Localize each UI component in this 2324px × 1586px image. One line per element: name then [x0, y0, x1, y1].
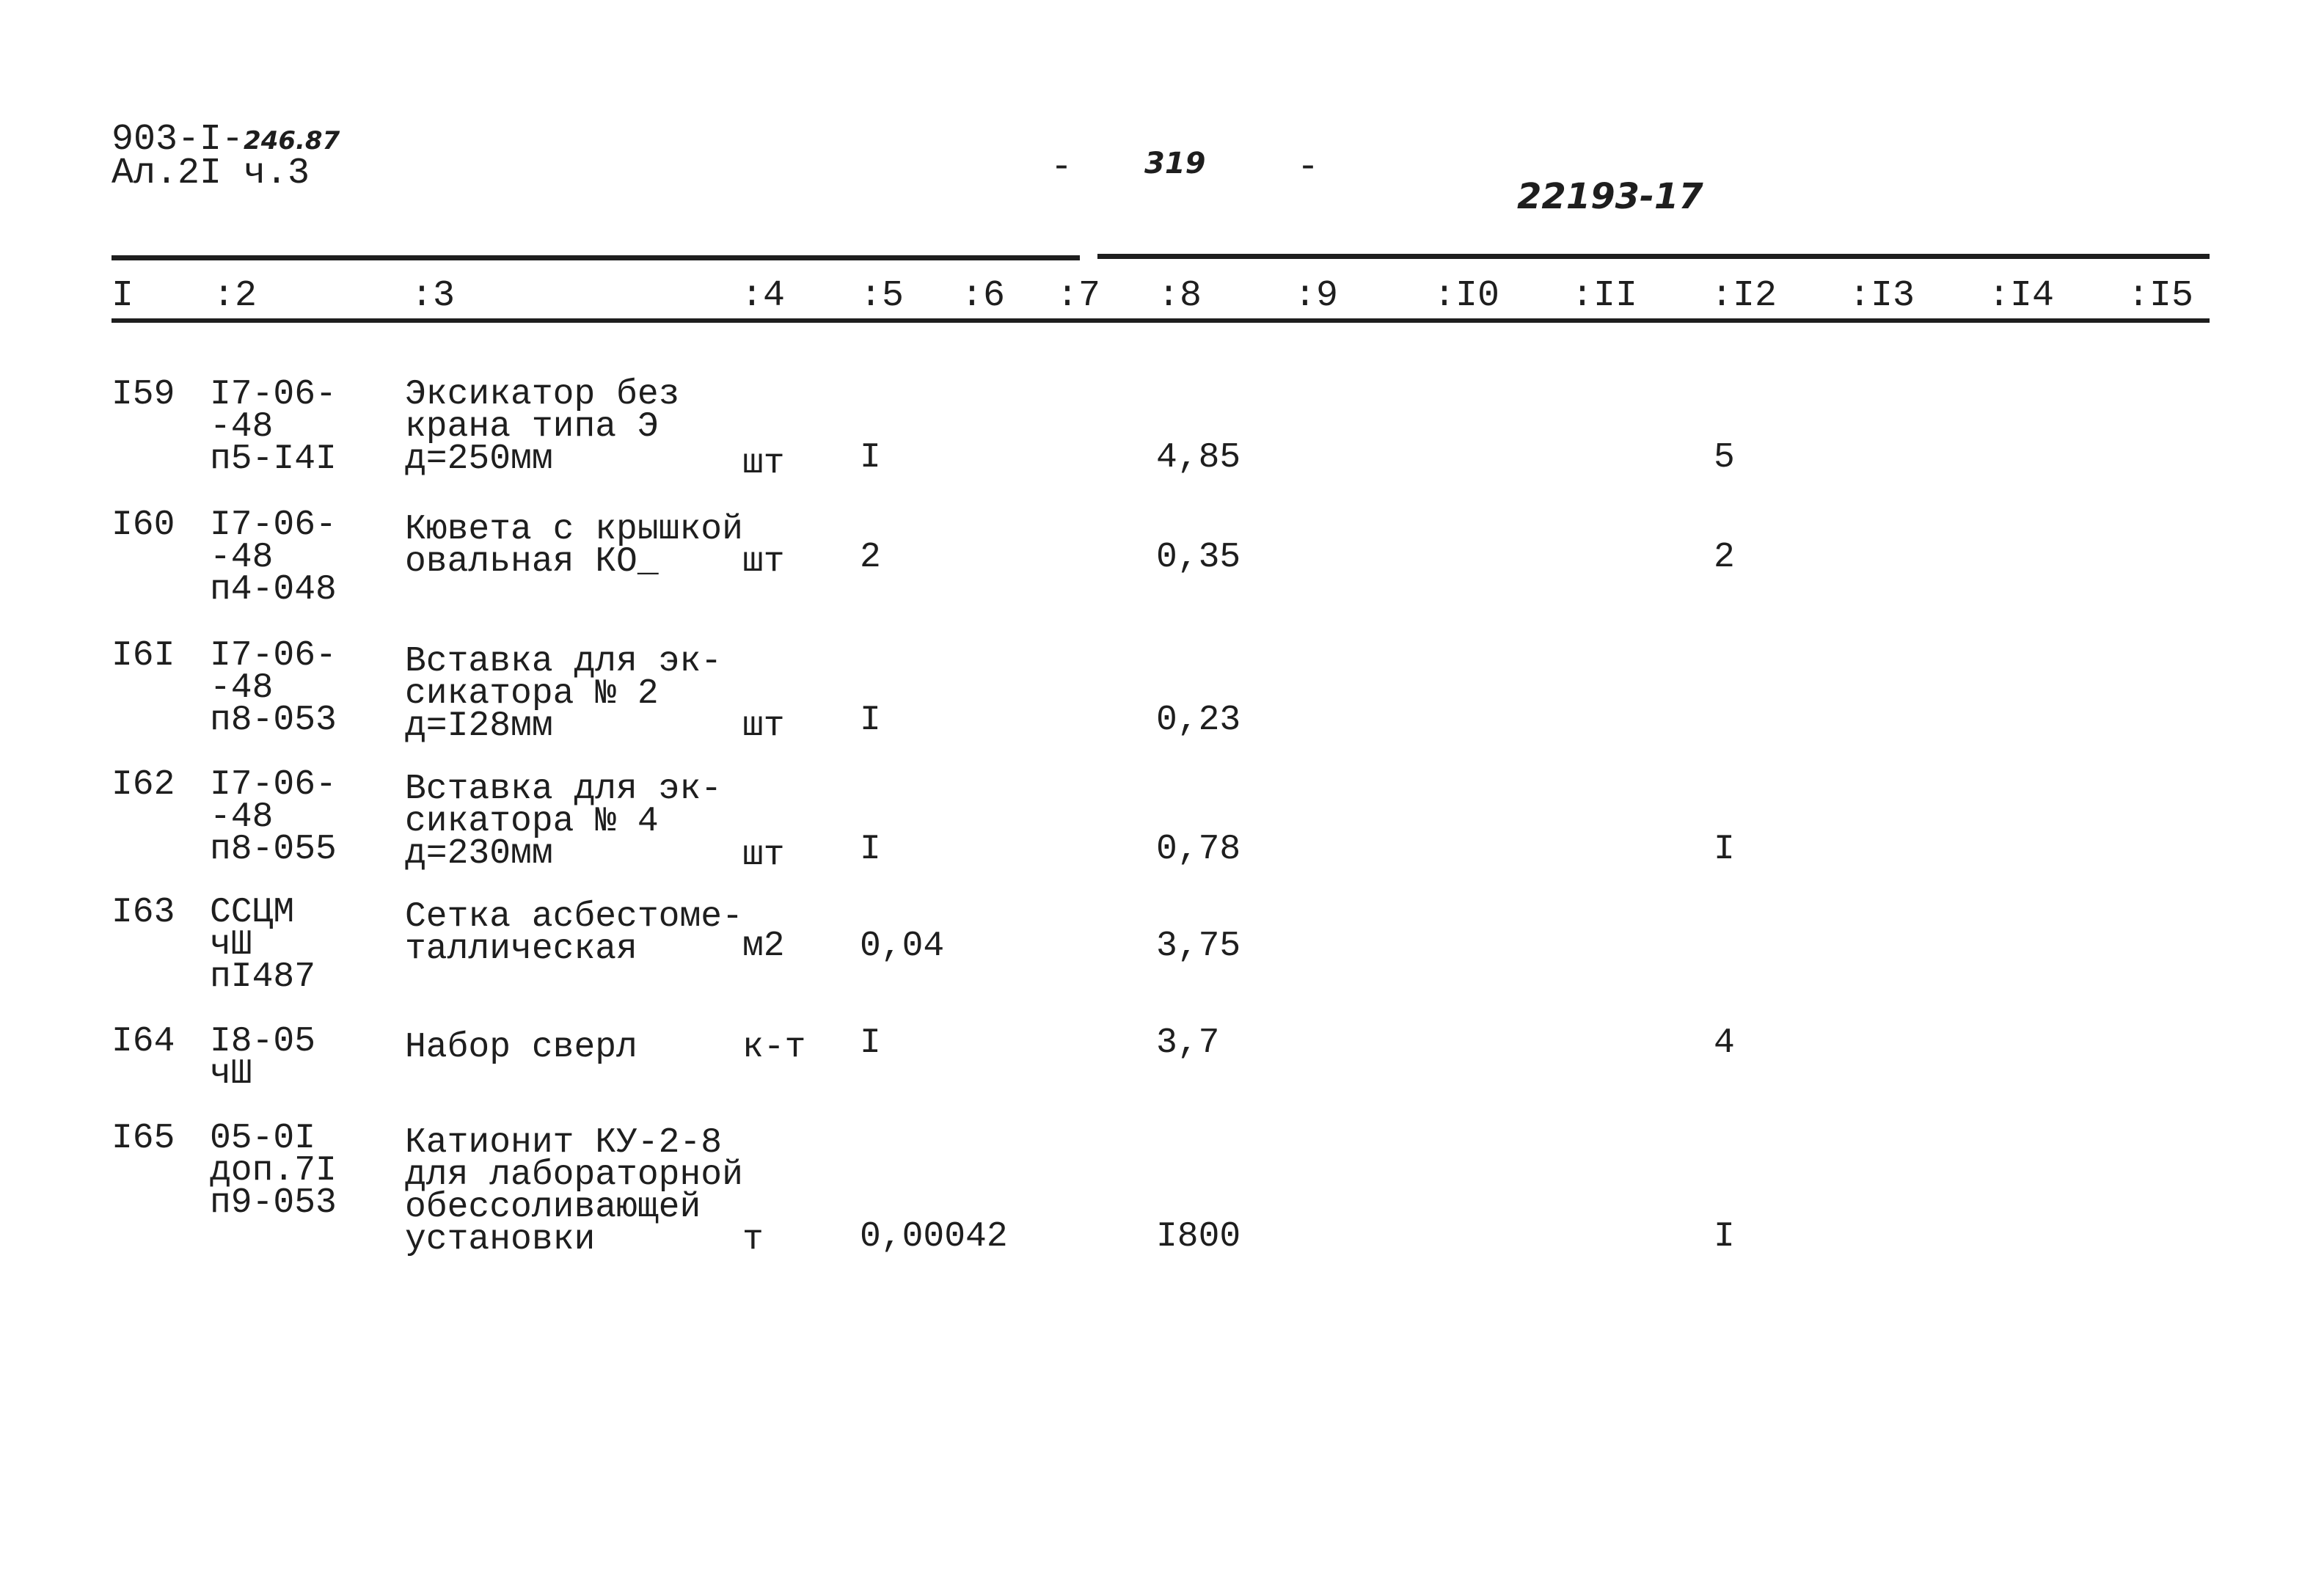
row-name-line: д=250мм: [405, 439, 553, 479]
row-unit: м2: [742, 927, 785, 966]
row-name-line: Набор сверл: [405, 1028, 637, 1067]
column-header-10: :I0: [1433, 275, 1500, 317]
document-code-handwritten: 246.87: [244, 126, 340, 156]
row-code-line: I7-06-: [210, 375, 337, 414]
column-header-14: :I4: [1988, 275, 2055, 317]
header-rule-right: [1097, 254, 2210, 259]
row-unit: шт: [742, 444, 785, 483]
row-quantity: 2: [860, 538, 881, 577]
row-name-line: Кювета с крышкой: [405, 510, 743, 549]
row-quantity: I: [860, 701, 881, 740]
row-code-line: пI487: [210, 957, 316, 997]
page-dash-left: -: [1050, 147, 1073, 189]
row-name-line: сикатора № 2: [405, 674, 659, 714]
row-name-line: д=I28мм: [405, 706, 553, 746]
column-header-13: :I3: [1849, 275, 1915, 317]
column-header-rule: [112, 318, 2210, 323]
row-price: 4,85: [1156, 438, 1241, 478]
row-name-line: обессоливающей: [405, 1188, 701, 1227]
row-quantity: 0,00042: [860, 1217, 1008, 1257]
column-header-12: :I2: [1711, 275, 1777, 317]
row-col12: 4: [1714, 1023, 1735, 1063]
row-name-line: д=230мм: [405, 834, 553, 874]
row-code-line: п4-048: [210, 570, 337, 610]
column-header-1: I: [112, 275, 134, 317]
album-reference: Ал.2I ч.3: [112, 153, 310, 194]
row-code-line: -48: [210, 538, 274, 577]
row-number: I59: [112, 375, 175, 414]
row-name-line: крана типа Э: [405, 407, 659, 447]
row-quantity: 0,04: [860, 927, 945, 966]
column-header-2: :2: [213, 275, 257, 317]
row-code-line: -48: [210, 668, 274, 708]
row-col12: 5: [1714, 438, 1735, 478]
row-col12: I: [1714, 830, 1735, 869]
row-name-line: Катионит КУ-2-8: [405, 1123, 723, 1163]
column-header-7: :7: [1056, 275, 1101, 317]
inventory-number: 22193-17: [1517, 176, 1703, 217]
row-code-line: I8-05: [210, 1022, 316, 1061]
row-unit: т: [742, 1220, 764, 1260]
document-code-typed: 903-I-: [112, 119, 244, 161]
row-price: 0,78: [1156, 830, 1241, 869]
row-code-line: I7-06-: [210, 765, 337, 805]
page-dash-right: -: [1297, 147, 1320, 189]
column-header-4: :4: [741, 275, 786, 317]
row-col12: 2: [1714, 538, 1735, 577]
row-name-line: Вставка для эк-: [405, 770, 723, 809]
row-code-line: -48: [210, 797, 274, 837]
header-rule-left: [112, 255, 1080, 260]
row-code-line: 05-0I: [210, 1119, 316, 1158]
row-code-line: -48: [210, 407, 274, 447]
row-code-line: I7-06-: [210, 505, 337, 545]
row-price: 3,7: [1156, 1023, 1220, 1063]
row-code-line: п5-I4I: [210, 439, 337, 479]
column-header-11: :II: [1571, 275, 1638, 317]
row-number: I63: [112, 893, 175, 932]
row-number: I64: [112, 1022, 175, 1061]
row-unit: шт: [742, 836, 785, 875]
row-name-line: установки: [405, 1220, 596, 1260]
row-code-line: п8-053: [210, 701, 337, 740]
row-code-line: I7-06-: [210, 636, 337, 676]
row-price: I800: [1156, 1217, 1241, 1257]
page-number: 319: [1144, 147, 1206, 180]
row-quantity: I: [860, 830, 881, 869]
row-name-line: овальная КО_: [405, 542, 659, 582]
row-code-line: чШ: [210, 1054, 252, 1094]
row-code-line: чШ: [210, 925, 252, 965]
row-name-line: Эксикатор без: [405, 375, 680, 414]
row-unit: шт: [742, 706, 785, 746]
row-name-line: Вставка для эк-: [405, 642, 723, 681]
column-header-5: :5: [860, 275, 905, 317]
row-price: 3,75: [1156, 927, 1241, 966]
row-number: I6I: [112, 636, 175, 676]
row-code-line: доп.7I: [210, 1151, 337, 1191]
row-quantity: I: [860, 1023, 881, 1063]
row-unit: к-т: [742, 1028, 806, 1067]
row-name-line: для лабораторной: [405, 1155, 743, 1195]
column-header-6: :6: [961, 275, 1006, 317]
column-header-3: :3: [411, 275, 456, 317]
row-unit: шт: [742, 542, 785, 582]
column-header-8: :8: [1158, 275, 1202, 317]
row-number: I65: [112, 1119, 175, 1158]
row-name-line: таллическая: [405, 929, 637, 969]
row-number: I60: [112, 505, 175, 545]
row-code-line: п9-053: [210, 1183, 337, 1223]
row-col12: I: [1714, 1217, 1735, 1257]
row-name-line: Сетка асбестоме-: [405, 897, 743, 937]
row-quantity: I: [860, 438, 881, 478]
row-number: I62: [112, 765, 175, 805]
column-header-15: :I5: [2127, 275, 2194, 317]
row-name-line: сикатора № 4: [405, 802, 659, 841]
row-price: 0,35: [1156, 538, 1241, 577]
row-price: 0,23: [1156, 701, 1241, 740]
row-code-line: ССЦМ: [210, 893, 295, 932]
column-header-9: :9: [1294, 275, 1339, 317]
row-code-line: п8-055: [210, 830, 337, 869]
